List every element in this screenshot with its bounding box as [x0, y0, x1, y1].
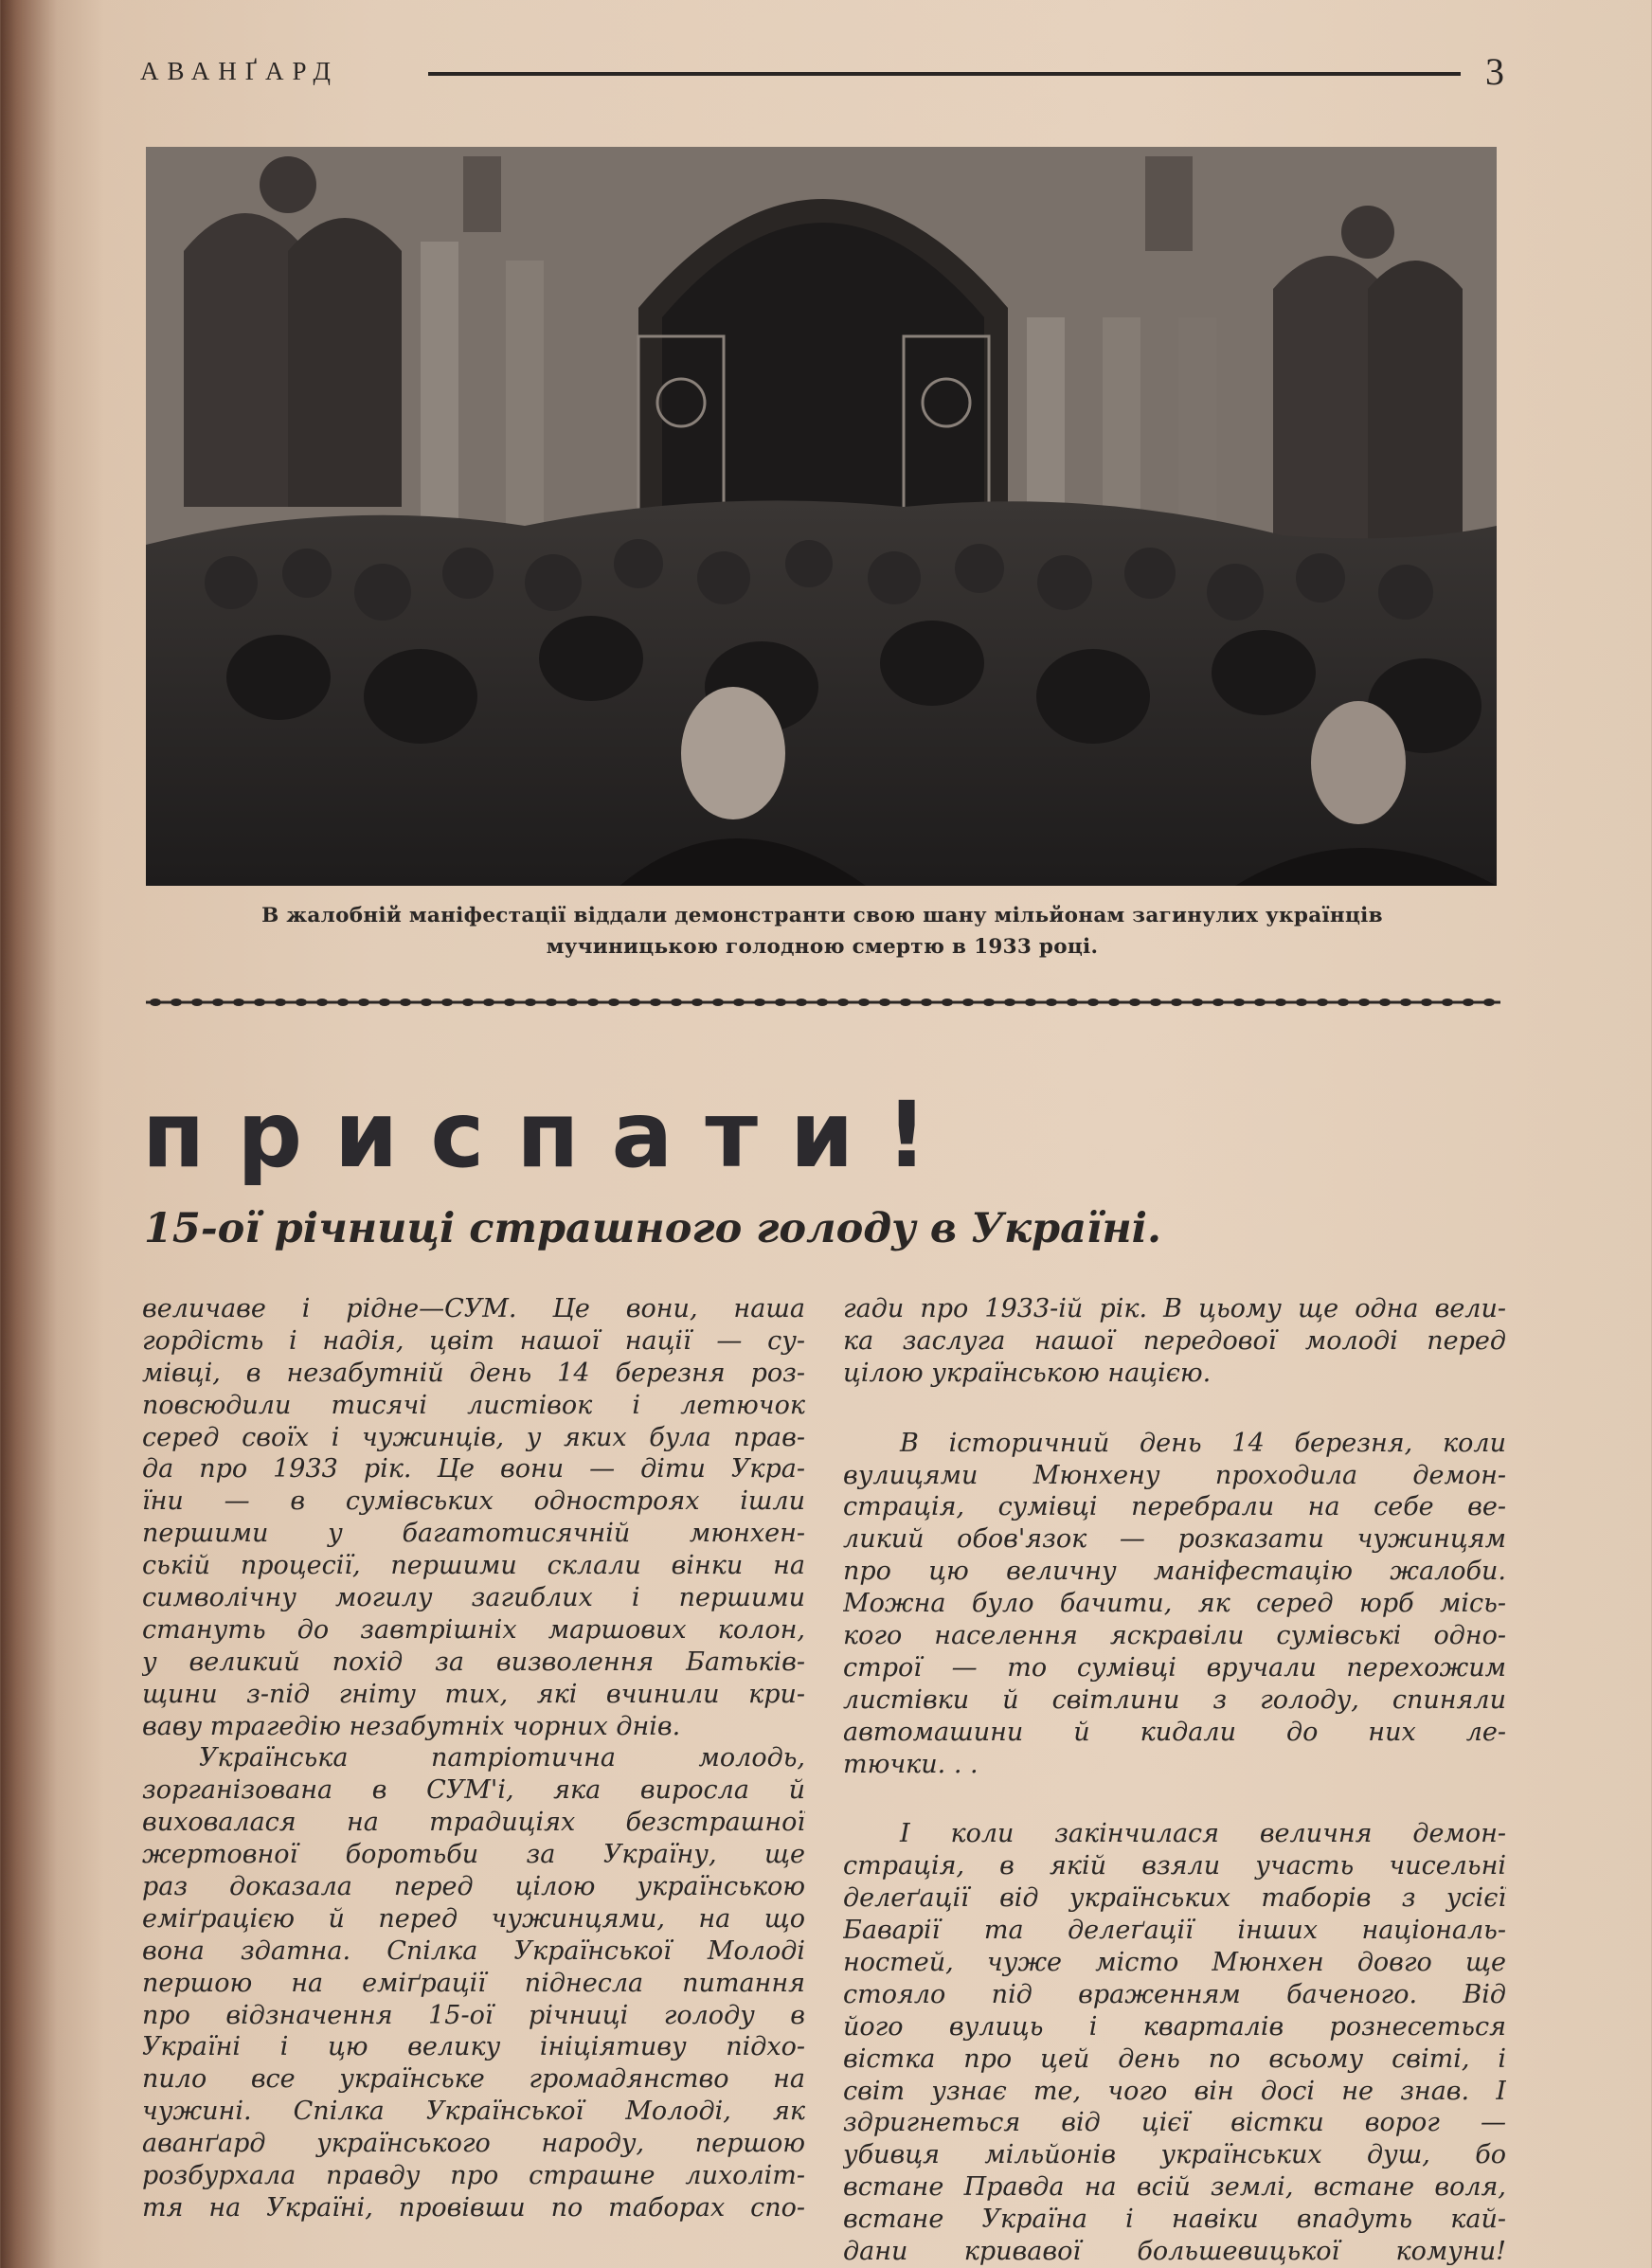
text-line: його вулиць і кварталів рознесеться	[843, 2011, 1506, 2042]
text-line: ностей, чуже місто Мюнхен довго ще	[843, 1948, 1506, 1978]
ornament-bead	[817, 999, 828, 1006]
ornament-bead	[1067, 999, 1078, 1006]
text-line: про цю величну маніфестацію жалоби.	[843, 1557, 1506, 1587]
text-line: ликий обов'язок — розказати чужинцям	[843, 1524, 1506, 1555]
ornament-bead	[1442, 999, 1453, 1006]
ornament-bead	[775, 999, 786, 1006]
ornament-bead	[504, 999, 515, 1006]
text-line: цілою українською нацією.	[843, 1358, 1212, 1388]
article-column-right	[843, 1293, 1506, 2268]
text-line: страція, сумівці перебрали на себе ве-	[843, 1492, 1506, 1522]
text-line: раз доказала перед цілою українською	[142, 1872, 805, 1902]
ornament-bead	[296, 999, 307, 1006]
ornament-bead	[1379, 999, 1391, 1006]
text-line: пило все українське громадянство на	[142, 2064, 805, 2095]
ornament-bead	[254, 999, 265, 1006]
text-line: Баварії та делеґації інших національ-	[843, 1916, 1506, 1946]
text-line: розбурхала правду про страшне лихоліт-	[142, 2161, 805, 2191]
ornament-bead	[1296, 999, 1307, 1006]
text-line: жертовної боротьби за Україну, ще	[142, 1840, 805, 1870]
text-line: тючки. . .	[843, 1749, 979, 1779]
text-line: строї — то сумівці вручали перехожим	[843, 1652, 1506, 1683]
ornament-bead	[1192, 999, 1203, 1006]
ornament-bead	[900, 999, 911, 1006]
text-line: виховалася на традиціях безстрашної	[142, 1808, 805, 1838]
ornament-bead	[1025, 999, 1036, 1006]
text-line: кого населення яскравіли сумівські одно-	[843, 1621, 1506, 1651]
page-header	[140, 49, 1504, 97]
text-line: чужині. Спілка Української Молоді, як	[142, 2097, 805, 2127]
ornament-bead	[400, 999, 411, 1006]
text-line: листівки й світлини з голоду, спиняли	[843, 1684, 1506, 1715]
ornament-bead	[837, 999, 849, 1006]
text-line: величаве і рідне—СУМ. Це вони, наша	[142, 1294, 805, 1323]
ornament-bead	[525, 999, 536, 1006]
ornament-bead	[421, 999, 432, 1006]
ornament-bead	[1463, 999, 1474, 1006]
ornament-bead	[1317, 999, 1328, 1006]
text-line: їни — в сумівських одностроях ішли	[142, 1486, 805, 1517]
ornament-bead	[358, 999, 369, 1006]
header-rule	[428, 72, 1461, 76]
ornament-bead	[150, 999, 161, 1006]
text-line: стояло під враженням баченого. Від	[843, 1979, 1506, 2009]
ornament-bead	[1421, 999, 1432, 1006]
ornament-bead	[1046, 999, 1057, 1006]
ornament-bead	[671, 999, 682, 1006]
ornament-bead	[1233, 999, 1245, 1006]
text-line: вона здатна. Спілка Української Молоді	[142, 1935, 805, 1966]
text-line: першими у багатотисячній мюнхен-	[142, 1519, 805, 1549]
caption-line-2: мучиницькою голодною смертю в 1933 році.	[546, 935, 1099, 959]
text-line: повсюдили тисячі листівок і летючок	[142, 1390, 805, 1420]
ornament-bead	[1338, 999, 1349, 1006]
ornament-bead	[441, 999, 453, 1006]
text-line: встане Правда на всій землі, встане воля,	[843, 2172, 1506, 2203]
ornament-bead	[1108, 999, 1120, 1006]
ornament-bead	[546, 999, 557, 1006]
text-line: убивця мільйонів українських душ, бо	[843, 2140, 1506, 2170]
text-line: В історичний день 14 березня, коли	[900, 1428, 1506, 1458]
paragraph-gap	[843, 1390, 1506, 1428]
ornament-bead	[733, 999, 745, 1006]
text-line: символічну могилу загиблих і першими	[142, 1583, 805, 1613]
ornament-bead	[1129, 999, 1140, 1006]
ornament-bead	[1275, 999, 1286, 1006]
ornament-bead	[1400, 999, 1411, 1006]
ornament-bead	[566, 999, 578, 1006]
text-line: автомашини й кидали до них ле-	[843, 1717, 1506, 1747]
decorative-divider	[146, 991, 1500, 1014]
caption-line-1: В жалобній маніфестації віддали демонстранти свою шану мільйонам загинулих українців	[261, 904, 1383, 927]
ornament-bead	[796, 999, 807, 1006]
text-line: зорганізована в СУМ'і, яка виросла й	[142, 1775, 805, 1806]
text-line: мівці, в незабутній день 14 березня роз-	[142, 1358, 805, 1388]
text-line: гордість і надія, цвіт нашої нації — су-	[142, 1325, 805, 1356]
ornament-bead	[983, 999, 995, 1006]
ornament-bead	[379, 999, 390, 1006]
ornament-bead	[962, 999, 974, 1006]
page-number: 3	[1485, 50, 1504, 93]
text-line: Українська патріотична молодь,	[199, 1743, 805, 1773]
text-line: делеґації від українських таборів з усієї	[843, 1883, 1506, 1914]
ornament-bead	[942, 999, 953, 1006]
text-line: ській процесії, першими склали вінки на	[142, 1551, 805, 1581]
ornament-bead	[691, 999, 703, 1006]
ornament-bead	[1358, 999, 1370, 1006]
ornament-bead	[1483, 999, 1495, 1006]
ornament-bead	[316, 999, 328, 1006]
ornament-bead	[275, 999, 286, 1006]
ornament-bead	[1004, 999, 1015, 1006]
ornament-bead	[921, 999, 932, 1006]
article-headline: приспати!	[142, 1082, 961, 1188]
ornament-bead	[650, 999, 661, 1006]
ornament-bead	[1171, 999, 1182, 1006]
text-line: ка заслуга нашої передової молоді перед	[843, 1325, 1506, 1356]
text-line: серед своїх і чужинців, у яких була прав-	[142, 1422, 805, 1452]
ornament-bead	[337, 999, 349, 1006]
ornament-bead	[879, 999, 890, 1006]
text-line: страція, в якій взяли участь чисельні	[843, 1851, 1506, 1881]
text-line: першою на еміґрації піднесла питання	[142, 1968, 805, 1998]
text-line: у великий похід за визволення Батьків-	[142, 1647, 805, 1677]
paragraph-gap	[843, 1780, 1506, 1818]
text-line: гади про 1933-ій рік. В цьому ще одна вели-	[843, 1294, 1506, 1323]
ornament-bead	[171, 999, 182, 1006]
ornament-bead	[712, 999, 724, 1006]
cathedral-crowd-illustration	[146, 147, 1497, 886]
ornament-bead	[1212, 999, 1224, 1006]
article-column-left	[142, 1293, 805, 2224]
ornament-bead	[754, 999, 765, 1006]
ornament-bead	[191, 999, 203, 1006]
text-line: Можна було бачити, як серед юрб місь-	[843, 1589, 1506, 1619]
magazine-masthead: АВАНҐАРД	[140, 57, 339, 85]
text-line: щини з-під гніту тих, які вчинили кри-	[142, 1679, 805, 1709]
article-subheadline: 15-ої річниці страшного голоду в Україні.	[144, 1205, 1161, 1252]
text-line: дани кривавої большевицької комуни!	[843, 2237, 1506, 2267]
ornament-bead	[212, 999, 224, 1006]
text-line: да про 1933 рік. Це вони — діти Укра-	[142, 1454, 805, 1485]
text-line: І коли закінчилася величня демон-	[900, 1819, 1506, 1849]
ornament-bead	[1150, 999, 1161, 1006]
text-line: про відзначення 15-ої річниці голоду в	[142, 2000, 805, 2030]
ornament-bead	[629, 999, 640, 1006]
text-line: тя на Україні, провівши по таборах спо-	[142, 2192, 805, 2223]
ornament-bead	[483, 999, 494, 1006]
text-line: ваву трагедію незабутніх чорних днів.	[142, 1711, 681, 1741]
photo-caption	[140, 900, 1504, 963]
ornament-bead	[462, 999, 474, 1006]
ornament-bead	[608, 999, 620, 1006]
ornament-bead	[233, 999, 244, 1006]
ornament-bead	[1254, 999, 1266, 1006]
text-line: Україні і цю велику ініціятиву підхо-	[142, 2032, 805, 2062]
ornament-bead	[1087, 999, 1099, 1006]
ornament-bead	[858, 999, 870, 1006]
text-line: стануть до завтрішніх маршових колон,	[142, 1614, 805, 1645]
ornament-bead	[587, 999, 599, 1006]
text-line: здригнеться від цієї вістки ворог —	[843, 2108, 1506, 2138]
text-line: вістка про цей день по всьому світі, і	[843, 2043, 1506, 2074]
text-line: еміґрацією й перед чужинцями, на що	[142, 1903, 805, 1934]
crowd-photo	[146, 147, 1497, 886]
text-line: вулицями Мюнхену проходила демон-	[843, 1460, 1506, 1490]
text-line: встане Україна і навіки впадуть кай-	[843, 2205, 1506, 2235]
text-line: світ узнає те, чого він досі не знав. І	[843, 2076, 1506, 2106]
text-line: аванґард українського народу, першою	[142, 2129, 805, 2159]
